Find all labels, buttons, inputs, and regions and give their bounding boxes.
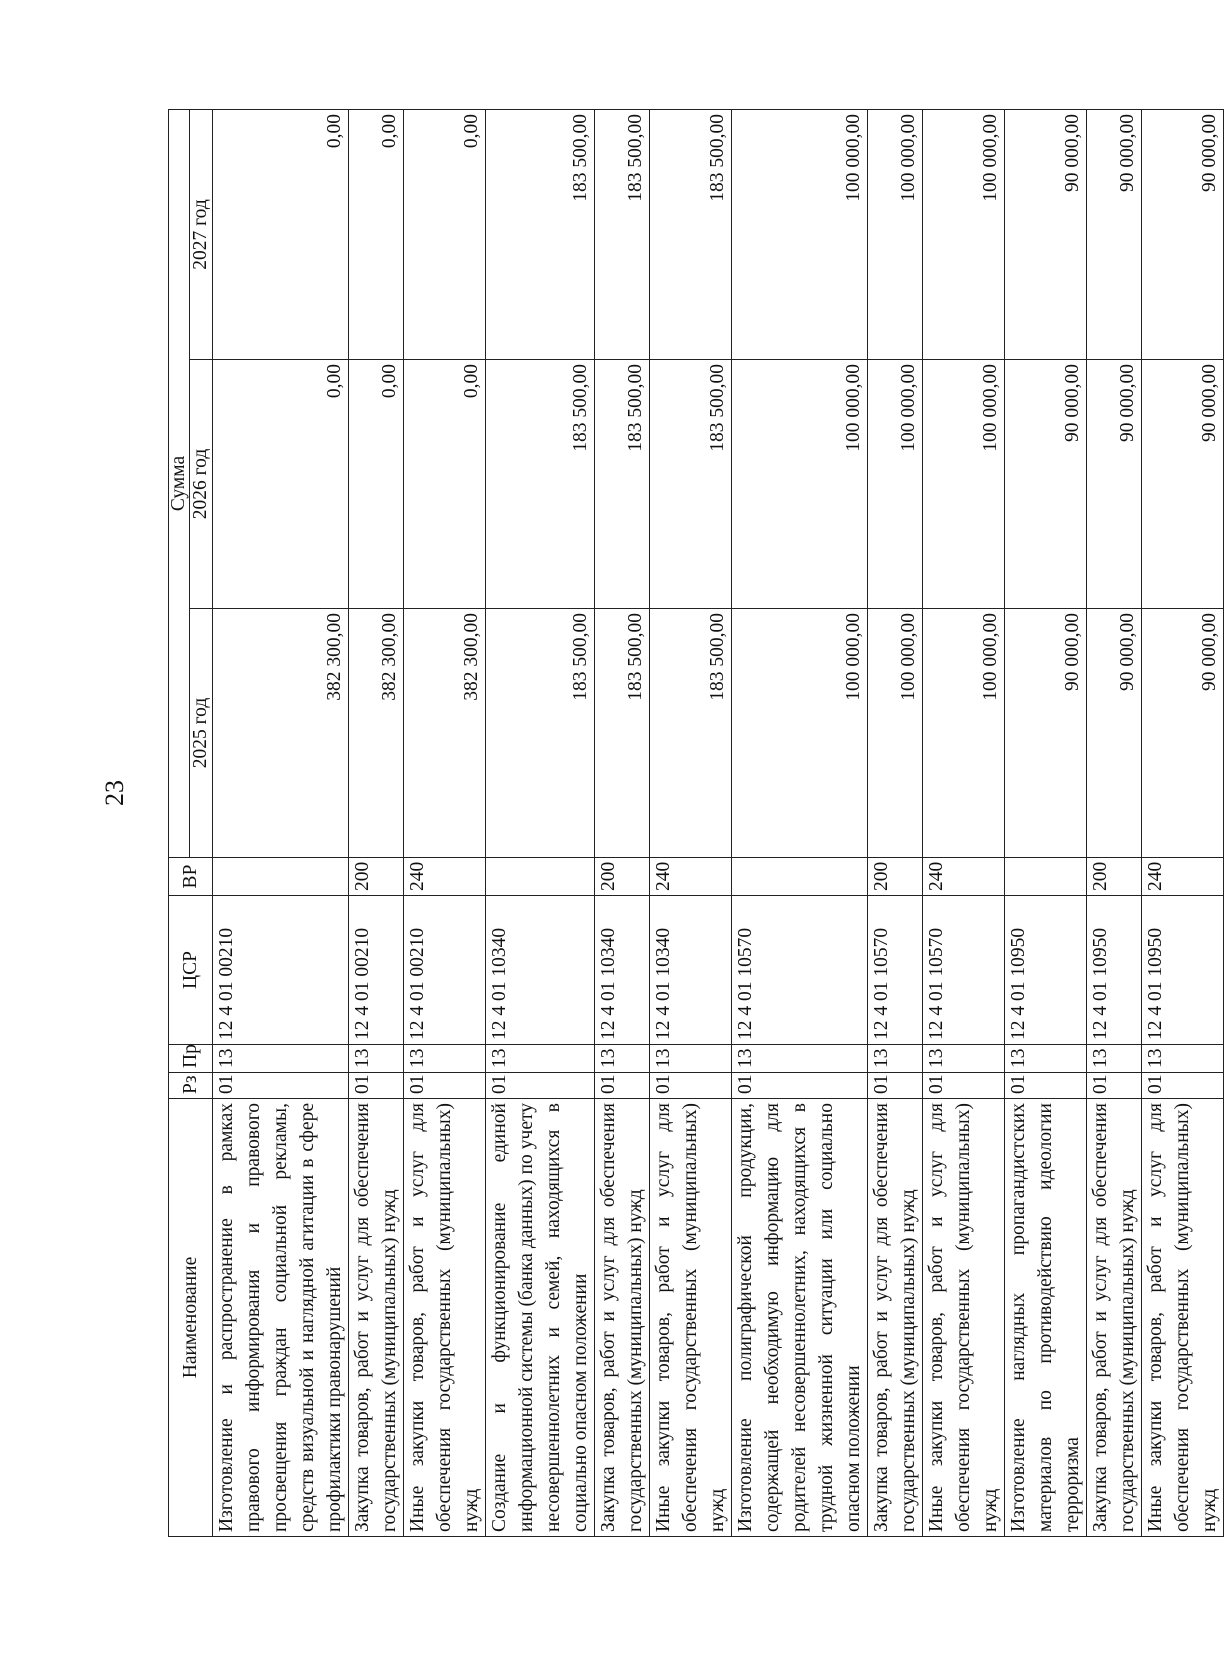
row-name: Закупка товаров, работ и услуг для обеспечения государственных (муниципальных) нужд [595, 1099, 650, 1537]
row-sum-2025: 183 500,00 [595, 609, 650, 858]
row-name: Закупка товаров, работ и услуг для обеспечения государственных (муниципальных) нужд [868, 1099, 923, 1537]
row-rz: 01 [1142, 1073, 1224, 1099]
row-rz: 01 [650, 1073, 732, 1099]
header-name: Наименование [169, 1099, 213, 1537]
row-sum-2025: 183 500,00 [486, 609, 595, 858]
row-csr: 12 4 01 10950 [1142, 896, 1224, 1045]
row-vr: 240 [1142, 858, 1224, 896]
rotated-table-container [168, 110, 1220, 1537]
table-row [349, 110, 404, 1537]
row-pr: 13 [213, 1045, 349, 1073]
row-csr: 12 4 01 10340 [650, 896, 732, 1045]
row-sum-2027: 183 500,00 [595, 110, 650, 360]
row-csr: 12 4 01 10950 [1087, 896, 1142, 1045]
row-sum-2026: 0,00 [404, 360, 486, 609]
header-2027: 2027 год [190, 110, 213, 360]
row-vr: 200 [868, 858, 923, 896]
row-sum-2026: 90 000,00 [1005, 360, 1087, 609]
row-sum-2025: 90 000,00 [1142, 609, 1224, 858]
row-name: Изготовление наглядных пропагандистских материалов по противодействию идеологии терроризма [1005, 1099, 1087, 1537]
row-name: Закупка товаров, работ и услуг для обеспечения государственных (муниципальных) нужд [349, 1099, 404, 1537]
row-sum-2025: 382 300,00 [213, 609, 349, 858]
row-rz: 01 [213, 1073, 349, 1099]
row-name: Изготовление и распространение в рамках правового информирования и правового просвещения граждан социальной рекламы, средств визуальной и наглядной агитации в сфере профилактики правонарушений [213, 1099, 349, 1537]
row-sum-2026: 183 500,00 [486, 360, 595, 609]
budget-table [168, 109, 1224, 1537]
row-sum-2026: 100 000,00 [923, 360, 1005, 609]
header-sum: Сумма [169, 110, 190, 858]
row-csr: 12 4 01 00210 [349, 896, 404, 1045]
table-row [650, 110, 732, 1537]
row-csr: 12 4 01 00210 [213, 896, 349, 1045]
row-pr: 13 [1087, 1045, 1142, 1073]
row-sum-2027: 0,00 [213, 110, 349, 360]
row-csr: 12 4 01 00210 [404, 896, 486, 1045]
row-sum-2027: 90 000,00 [1087, 110, 1142, 360]
row-sum-2026: 0,00 [213, 360, 349, 609]
row-name: Иные закупки товаров, работ и услуг для обеспечения государственных (муниципальных) нужд [404, 1099, 486, 1537]
row-csr: 12 4 01 10570 [923, 896, 1005, 1045]
table-row [868, 110, 923, 1537]
row-pr: 13 [404, 1045, 486, 1073]
row-sum-2026: 100 000,00 [732, 360, 868, 609]
row-rz: 01 [1087, 1073, 1142, 1099]
row-sum-2027: 0,00 [404, 110, 486, 360]
row-sum-2025: 382 300,00 [349, 609, 404, 858]
row-sum-2027: 100 000,00 [923, 110, 1005, 360]
row-vr: 240 [404, 858, 486, 896]
row-pr: 13 [868, 1045, 923, 1073]
row-sum-2027: 90 000,00 [1142, 110, 1224, 360]
row-sum-2025: 100 000,00 [868, 609, 923, 858]
row-vr: 240 [650, 858, 732, 896]
row-name: Изготовление полиграфической продукции, содержащей необходимую информацию для родителей несовершеннолетних, находящихся в трудной жизненной ситуации или социально опасном положении [732, 1099, 868, 1537]
table-row [213, 110, 349, 1537]
row-pr: 13 [486, 1045, 595, 1073]
header-vr: ВР [169, 858, 213, 896]
row-sum-2025: 100 000,00 [732, 609, 868, 858]
header-2026: 2026 год [190, 360, 213, 609]
row-csr: 12 4 01 10570 [868, 896, 923, 1045]
row-csr: 12 4 01 10340 [595, 896, 650, 1045]
row-sum-2027: 183 500,00 [486, 110, 595, 360]
row-rz: 01 [595, 1073, 650, 1099]
table-row [1087, 110, 1142, 1537]
row-vr [486, 858, 595, 896]
row-name: Закупка товаров, работ и услуг для обеспечения государственных (муниципальных) нужд [1087, 1099, 1142, 1537]
table-row [404, 110, 486, 1537]
row-pr: 13 [923, 1045, 1005, 1073]
page-number: 23 [100, 780, 129, 806]
row-sum-2026: 100 000,00 [868, 360, 923, 609]
row-vr: 200 [349, 858, 404, 896]
row-sum-2025: 90 000,00 [1087, 609, 1142, 858]
table-row [486, 110, 595, 1537]
row-csr: 12 4 01 10570 [732, 896, 868, 1045]
row-vr [732, 858, 868, 896]
table-row [1005, 110, 1087, 1537]
row-pr: 13 [1005, 1045, 1087, 1073]
row-csr: 12 4 01 10950 [1005, 896, 1087, 1045]
table-row [1142, 110, 1224, 1537]
row-vr [213, 858, 349, 896]
row-sum-2027: 100 000,00 [868, 110, 923, 360]
row-sum-2026: 183 500,00 [595, 360, 650, 609]
row-rz: 01 [349, 1073, 404, 1099]
row-rz: 01 [923, 1073, 1005, 1099]
row-sum-2025: 382 300,00 [404, 609, 486, 858]
row-name: Создание и функционирование единой информационной системы (банка данных) по учету несовершеннолетних и семей, находящихся в социально опасном положении [486, 1099, 595, 1537]
row-sum-2025: 90 000,00 [1005, 609, 1087, 858]
header-pr: Пр [169, 1045, 213, 1073]
row-rz: 01 [1005, 1073, 1087, 1099]
row-vr: 240 [923, 858, 1005, 896]
row-vr: 200 [595, 858, 650, 896]
row-rz: 01 [486, 1073, 595, 1099]
header-csr: ЦСР [169, 896, 213, 1045]
row-sum-2025: 183 500,00 [650, 609, 732, 858]
header-rz: Рз [169, 1073, 213, 1099]
row-sum-2025: 100 000,00 [923, 609, 1005, 858]
row-rz: 01 [732, 1073, 868, 1099]
row-pr: 13 [650, 1045, 732, 1073]
row-rz: 01 [404, 1073, 486, 1099]
row-sum-2026: 0,00 [349, 360, 404, 609]
row-name: Иные закупки товаров, работ и услуг для обеспечения государственных (муниципальных) нужд [1142, 1099, 1224, 1537]
header-2025: 2025 год [190, 609, 213, 858]
row-vr [1005, 858, 1087, 896]
row-sum-2027: 183 500,00 [650, 110, 732, 360]
row-pr: 13 [349, 1045, 404, 1073]
table-row [923, 110, 1005, 1537]
row-pr: 13 [732, 1045, 868, 1073]
row-rz: 01 [868, 1073, 923, 1099]
row-sum-2026: 90 000,00 [1087, 360, 1142, 609]
row-name: Иные закупки товаров, работ и услуг для обеспечения государственных (муниципальных) нужд [923, 1099, 1005, 1537]
table-row [732, 110, 868, 1537]
row-pr: 13 [595, 1045, 650, 1073]
row-csr: 12 4 01 10340 [486, 896, 595, 1045]
table-row [595, 110, 650, 1537]
row-pr: 13 [1142, 1045, 1224, 1073]
row-vr: 200 [1087, 858, 1142, 896]
row-sum-2026: 183 500,00 [650, 360, 732, 609]
row-sum-2027: 100 000,00 [732, 110, 868, 360]
row-sum-2027: 0,00 [349, 110, 404, 360]
row-sum-2027: 90 000,00 [1005, 110, 1087, 360]
row-sum-2026: 90 000,00 [1142, 360, 1224, 609]
row-name: Иные закупки товаров, работ и услуг для обеспечения государственных (муниципальных) нужд [650, 1099, 732, 1537]
